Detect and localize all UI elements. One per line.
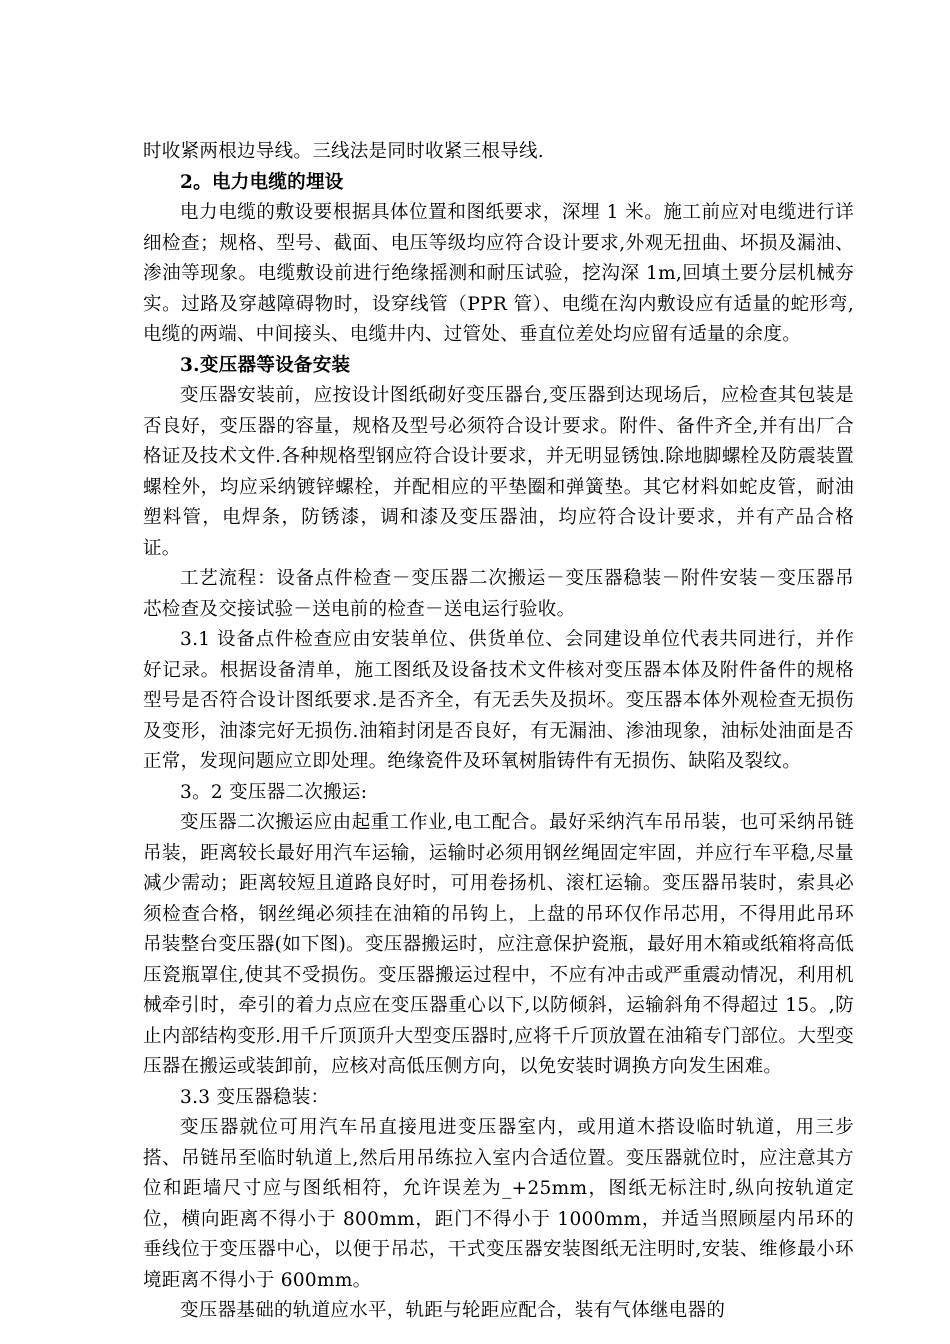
paragraph-line-tension: 时收紧两根边导线。三线法是同时收紧三根导线. bbox=[143, 141, 544, 162]
paragraph-transformer-prep: 变压器安装前，应按设计图纸砌好变压器台,变压器到达现场后，应检查其包装是否良好，变压器的容量，规格及型号必须符合设计要求。附件、备件齐全,并有出厂合格证及技术文件.各种规格型钢应符合设计要求，并无明显锈蚀.除地脚螺栓及防震装置螺栓外，均应采纳镀锌螺栓，并配相应的平垫圈和弹簧垫。其它材料如蛇皮管，耐油塑料管，电焊条，防锈漆，调和漆及变压器油，均应符合设计要求，并有产品合格证。 bbox=[143, 385, 854, 559]
section-heading-transformer-install: 3.变压器等设备安装 bbox=[180, 354, 351, 376]
subheading-transformer-mounting: 3.3 变压器稳装： bbox=[180, 1086, 330, 1108]
paragraph-foundation-rails: 变压器基础的轨道应水平，轨距与轮距应配合，装有气体继电器的 bbox=[180, 1300, 726, 1321]
section-heading-cable-burial: 2。电力电缆的埋设 bbox=[180, 171, 344, 193]
paragraph-transformer-mounting: 变压器就位可用汽车吊直接甩进变压器室内，或用道木搭设临时轨道，用三步搭、吊链吊至临时轨道上,然后用吊练拉入室内合适位置。变压器就位时，应注意其方位和距墙尺寸应与图纸相符，允许误差为_+25mm，图纸无标注时,纵向按轨道定位，横向距离不得小于 800mm，距门不得小于 1000mm，并适当照顾屋内吊环的垂线位于变压器中心，以便于吊芯，干式变压器安装图纸无注明时,安装、维修最小环境距离不得小于 600mm。 bbox=[143, 1117, 854, 1291]
paragraph-cable-laying: 电力电缆的敷设要根据具体位置和图纸要求，深埋 1 米。施工前应对电缆进行详细检查；规格、型号、截面、电压等级均应符合设计要求,外观无扭曲、坏损及漏油、渗油等现象。电缆敷设前进行绝缘摇测和耐压试验，挖沟深 1m,回填土要分层机械夯实。过路及穿越障碍物时，设穿线管（PPR 管）、电缆在沟内敷设应有适量的蛇形弯,电缆的两端、中间接头、电缆井内、过管处、垂直位差处均应留有适量的余度。 bbox=[143, 202, 854, 345]
document-body bbox=[143, 137, 854, 1327]
paragraph-secondary-transport: 变压器二次搬运应由起重工作业,电工配合。最好采纳汽车吊吊装，也可采纳吊链吊装，距离较长最好用汽车运输，运输时必须用钢丝绳固定牢固，并应行车平稳,尽量减少需动；距离较短且道路良好时，可用卷扬机、滚杠运输。变压器吊装时，索具必须检查合格，钢丝绳必须挂在油箱的吊钩上，上盘的吊环仅作吊芯用，不得用此吊环吊装整台变压器(如下图)。变压器搬运时，应注意保护瓷瓶，最好用木箱或纸箱将高低压瓷瓶罩住,使其不受损伤。变压器搬运过程中，不应有冲击或严重震动情况，利用机械牵引时，牵引的着力点应在变压器重心以下,以防倾斜，运输斜角不得超过 15。,防止内部结构变形.用千斤顶顶升大型变压器时,应将千斤顶放置在油箱专门部位。大型变压器在搬运或装卸前，应核对高低压侧方向，以免安装时调换方向发生困难。 bbox=[143, 812, 854, 1077]
paragraph-process-flow: 工艺流程：设备点件检查－变压器二次搬运－变压器稳装－附件安装－变压器吊芯检查及交接试验－送电前的检查－送电运行验收。 bbox=[143, 568, 854, 620]
paragraph-equipment-inspection: 3.1 设备点件检查应由安装单位、供货单位、会同建设单位代表共同进行，并作好记录。根据设备清单，施工图纸及设备技术文件核对变压器本体及附件备件的规格型号是否符合设计图纸要求.是否齐全，有无丢失及损坏。变压器本体外观检查无损伤及变形，油漆完好无损伤.油箱封闭是否良好，有无漏油、渗油现象，油标处油面是否正常，发现问题应立即处理。绝缘瓷件及环氧树脂铸件有无损伤、缺陷及裂纹。 bbox=[143, 629, 854, 772]
subheading-secondary-transport: 3。2 变压器二次搬运: bbox=[180, 781, 368, 803]
